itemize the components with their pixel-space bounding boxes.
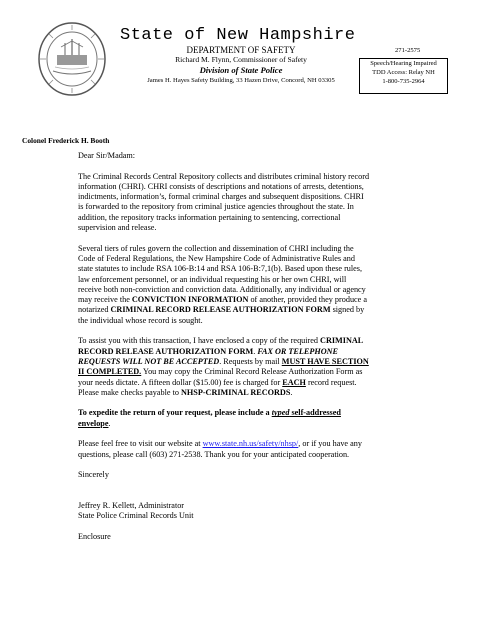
commissioner-name: Richard M. Flynn, Commissioner of Safety	[175, 55, 307, 64]
colonel-name: Colonel Frederick H. Booth	[22, 136, 110, 145]
paragraph-website	[78, 439, 370, 460]
text: of another, provided they produce a notarized	[78, 295, 367, 315]
paragraph-expedite	[78, 408, 370, 429]
state-title: State of New Hampshire	[120, 26, 356, 45]
paragraph-rules	[78, 244, 370, 326]
enclosure-note: Enclosure	[78, 531, 111, 541]
website-link[interactable]: www.state.nh.us/safety/nhsp/	[202, 439, 299, 449]
typed-emphasis: typed	[271, 408, 290, 418]
text: You may copy the Criminal Record Release Authorization Form as your needs dictate. A fifteen dollar ($15.00) fee is charged for	[78, 367, 363, 387]
text: .	[290, 387, 293, 397]
text: signed by the individual whose record is sought.	[78, 305, 365, 325]
division-name: Division of State Police	[199, 65, 283, 75]
paragraph-chri: The Criminal Records Central Repository collects and distributes criminal history record information (CHRI). CHRI consists of descriptions and notations of arrests, detentions, indictments, information’s, formal criminal charges and subsequent dispositions. CHRI is forwarded to the repository from criminal justice agencies throughout the state. In addition, the repository tracks information pertaining to sentencing, correctional supervision and release.	[78, 171, 370, 233]
salutation: Dear Sir/Madam:	[78, 151, 136, 160]
text: . Requests by mail	[219, 356, 282, 366]
address: James H. Hayes Safety Building, 33 Hazen Drive, Concord, NH 03305	[147, 77, 335, 84]
text: record request. Please make checks payable to	[78, 377, 357, 397]
tdd-line: 1-800-735-2964	[382, 77, 425, 85]
tdd-line: Speech/Hearing Impaired	[370, 60, 437, 67]
form-name: CRIMINAL RECORD RELEASE AUTHORIZATION FORM	[78, 336, 363, 356]
text: To assist you with this transaction, I have enclosed a copy of the required	[78, 336, 321, 346]
form-name: CRIMINAL RECORD RELEASE AUTHORIZATION FORM	[110, 305, 331, 315]
envelope-emphasis: self-addressed envelope	[78, 408, 341, 428]
signer-unit: State Police Criminal Records Unit	[78, 511, 194, 521]
text: To expedite the return of your request, please include a	[78, 408, 272, 418]
text: .	[108, 418, 111, 428]
payee: NHSP-CRIMINAL RECORDS	[180, 387, 291, 397]
text: Please feel free to visit our website at	[78, 439, 203, 449]
text: Several tiers of rules govern the collection and dissemination of CHRI including the Code of Federal Regulations, the New Hampshire Code of Administrative Rules and state statutes to include RSA 106-B:14 and RSA 106-B:7,1(b). Based upon these rules, law enforcement personnel, or an individual requesting his or her own CHRI, will receive both non-conviction and conviction data. Additionally, any individual or agency may receive the	[78, 243, 366, 305]
text: , or if you have any questions, please call (603) 271-2538. Thank you for your anticipated cooperation.	[78, 439, 362, 459]
letter-body	[78, 151, 370, 542]
department-name: DEPARTMENT OF SAFETY	[186, 45, 296, 55]
each-emphasis: EACH	[282, 377, 306, 387]
tdd-box	[359, 58, 448, 94]
section-requirement: MUST HAVE SECTION II COMPLETED.	[78, 356, 369, 377]
conviction-info: CONVICTION INFORMATION	[131, 295, 249, 305]
signer-name: Jeffrey R. Kellett, Administrator	[78, 501, 185, 511]
paragraph-transaction	[78, 336, 370, 398]
tdd-line: TDD Access: Relay NH	[372, 68, 435, 76]
phone-number: 271-2575	[395, 47, 421, 54]
fax-warning: FAX OR TELEPHONE REQUESTS WILL NOT BE ACCEPTED	[78, 346, 338, 366]
state-seal-icon	[37, 21, 107, 97]
text: .	[253, 346, 258, 356]
letterhead	[116, 45, 366, 86]
closing: Sincerely	[78, 470, 109, 480]
